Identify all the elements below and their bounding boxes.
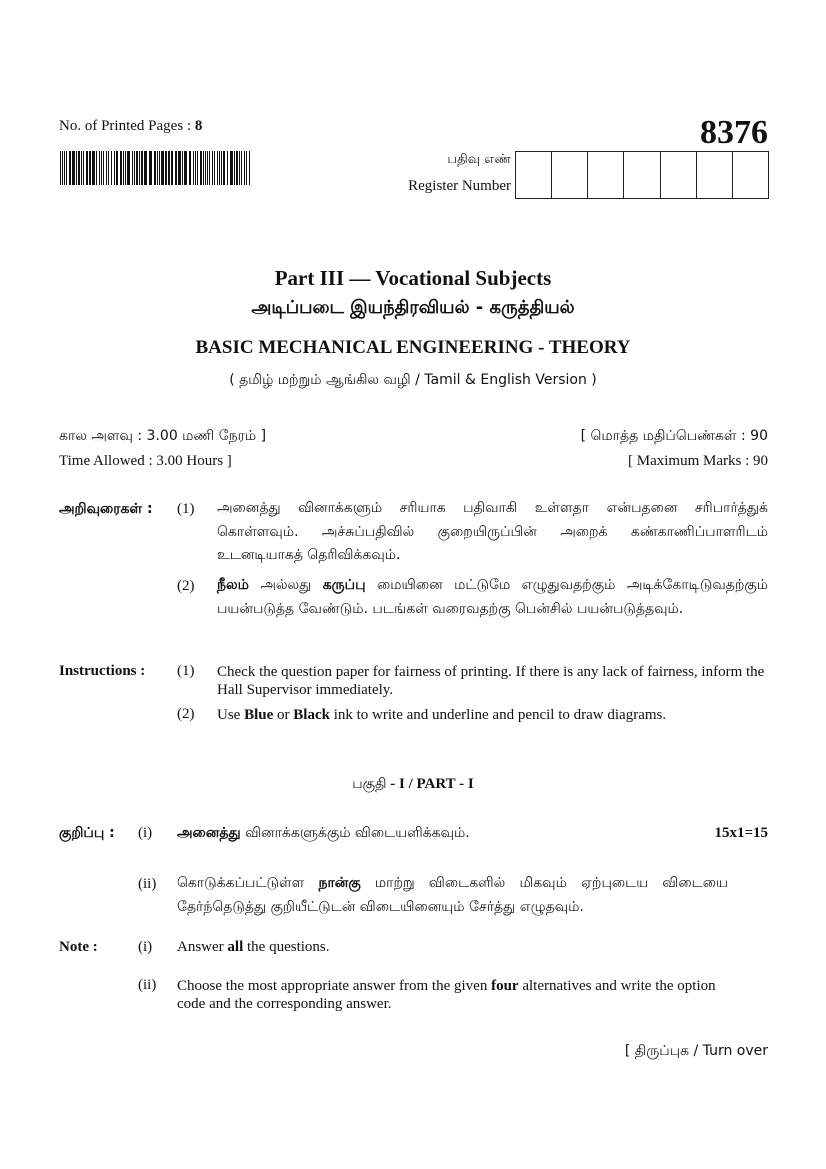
bold-word: கருப்பு bbox=[322, 577, 366, 593]
barcode-image bbox=[60, 151, 251, 185]
register-digit-box[interactable] bbox=[552, 152, 588, 198]
register-label-english: Register Number bbox=[408, 178, 511, 194]
instruction-text-tamil: நீலம் அல்லது கருப்பு மையினை மட்டுமே எழுதுவதற்கும் அடிக்கோடிடுவதற்கும் பயன்படுத்த வேண்டும். படங்கள் வரைவதற்கு பென்சில் பயன்படுத்தவும். bbox=[217, 577, 768, 617]
instruction-number: (2) bbox=[177, 706, 195, 722]
instructions-label-english: Instructions : bbox=[59, 663, 146, 679]
instruction-number: (2) bbox=[177, 578, 195, 594]
bold-word: Black bbox=[293, 707, 330, 723]
printed-pages bbox=[59, 118, 202, 135]
max-marks-tamil: [ மொத்த மதிப்பெண்கள் : 90 bbox=[580, 428, 768, 444]
register-digit-box[interactable] bbox=[624, 152, 660, 198]
bold-word: நான்கு bbox=[318, 875, 361, 891]
note-number: (i) bbox=[138, 939, 153, 955]
note-text-tamil: கொடுக்கப்பட்டுள்ள நான்கு மாற்று விடைகளில் மிகவும் ஏற்புடைய விடையை தேர்ந்தெடுத்து குறியீட்டுடன் விடையினையும் சேர்த்து எழுதவும். bbox=[177, 875, 728, 915]
bold-word: அனைத்து bbox=[177, 825, 241, 841]
section-heading: பகுதி - I / PART - I bbox=[352, 776, 474, 792]
register-digit-box[interactable] bbox=[588, 152, 624, 198]
note-number: (ii) bbox=[138, 977, 157, 993]
register-digit-box[interactable] bbox=[697, 152, 733, 198]
note-number: (ii) bbox=[138, 876, 157, 892]
bold-word: நீலம் bbox=[217, 577, 249, 593]
note-text-tamil: அனைத்து வினாக்களுக்கும் விடையளிக்கவும். bbox=[177, 825, 470, 841]
note-label-english: Note : bbox=[59, 939, 98, 955]
instruction-text-english: Check the question paper for fairness of printing. If there is any lack of fairness, inform the Hall Supervisor immediately. bbox=[217, 664, 765, 698]
subject-title-tamil: அடிப்படை இயந்திரவியல் - கருத்தியல் bbox=[251, 297, 575, 318]
section-marks: 15x1=15 bbox=[714, 825, 768, 841]
instruction-text-english: Use Blue or Black ink to write and underline and pencil to draw diagrams. bbox=[217, 707, 667, 723]
turn-over: [ திருப்புக / Turn over bbox=[624, 1043, 768, 1059]
instruction-number: (1) bbox=[177, 501, 195, 517]
register-digit-box[interactable] bbox=[661, 152, 697, 198]
bold-word: all bbox=[227, 939, 244, 955]
printed-pages-label: No. of Printed Pages : bbox=[59, 118, 192, 134]
time-allowed-english: Time Allowed : 3.00 Hours ] bbox=[59, 453, 232, 469]
instruction-number: (1) bbox=[177, 663, 195, 679]
note-label-tamil: குறிப்பு : bbox=[59, 825, 115, 841]
paper-code: 8376 bbox=[700, 114, 768, 151]
register-digit-box[interactable] bbox=[516, 152, 552, 198]
time-allowed-tamil: கால அளவு : 3.00 மணி நேரம் ] bbox=[59, 428, 267, 444]
max-marks-english: [ Maximum Marks : 90 bbox=[628, 453, 768, 469]
note-text-english: Choose the most appropriate answer from the given four alternatives and write the option code and the corresponding answer. bbox=[177, 978, 716, 1012]
version-line: ( தமிழ் மற்றும் ஆங்கில வழி / Tamil & English Version ) bbox=[229, 372, 597, 388]
bold-word: four bbox=[491, 978, 519, 994]
note-number: (i) bbox=[138, 825, 153, 841]
subject-title-english: BASIC MECHANICAL ENGINEERING - THEORY bbox=[195, 337, 631, 358]
bold-word: Blue bbox=[244, 707, 274, 723]
note-text-english: Answer all the questions. bbox=[177, 939, 330, 955]
register-number-boxes bbox=[515, 151, 769, 199]
part-title: Part III — Vocational Subjects bbox=[274, 266, 552, 290]
register-digit-box[interactable] bbox=[733, 152, 768, 198]
instruction-text-tamil: அனைத்து வினாக்களும் சரியாக பதிவாகி உள்ளதா என்பதனை சரிபார்த்துக் கொள்ளவும். அச்சுப்பதிவில் குறையிருப்பின் அறைக் கண்காணிப்பாளரிடம் உடனடியாகத் தெரிவிக்கவும். bbox=[217, 500, 768, 563]
instructions-label-tamil: அறிவுரைகள் : bbox=[59, 501, 153, 517]
register-label-tamil: பதிவு எண் bbox=[447, 152, 511, 167]
printed-pages-value: 8 bbox=[194, 118, 203, 134]
